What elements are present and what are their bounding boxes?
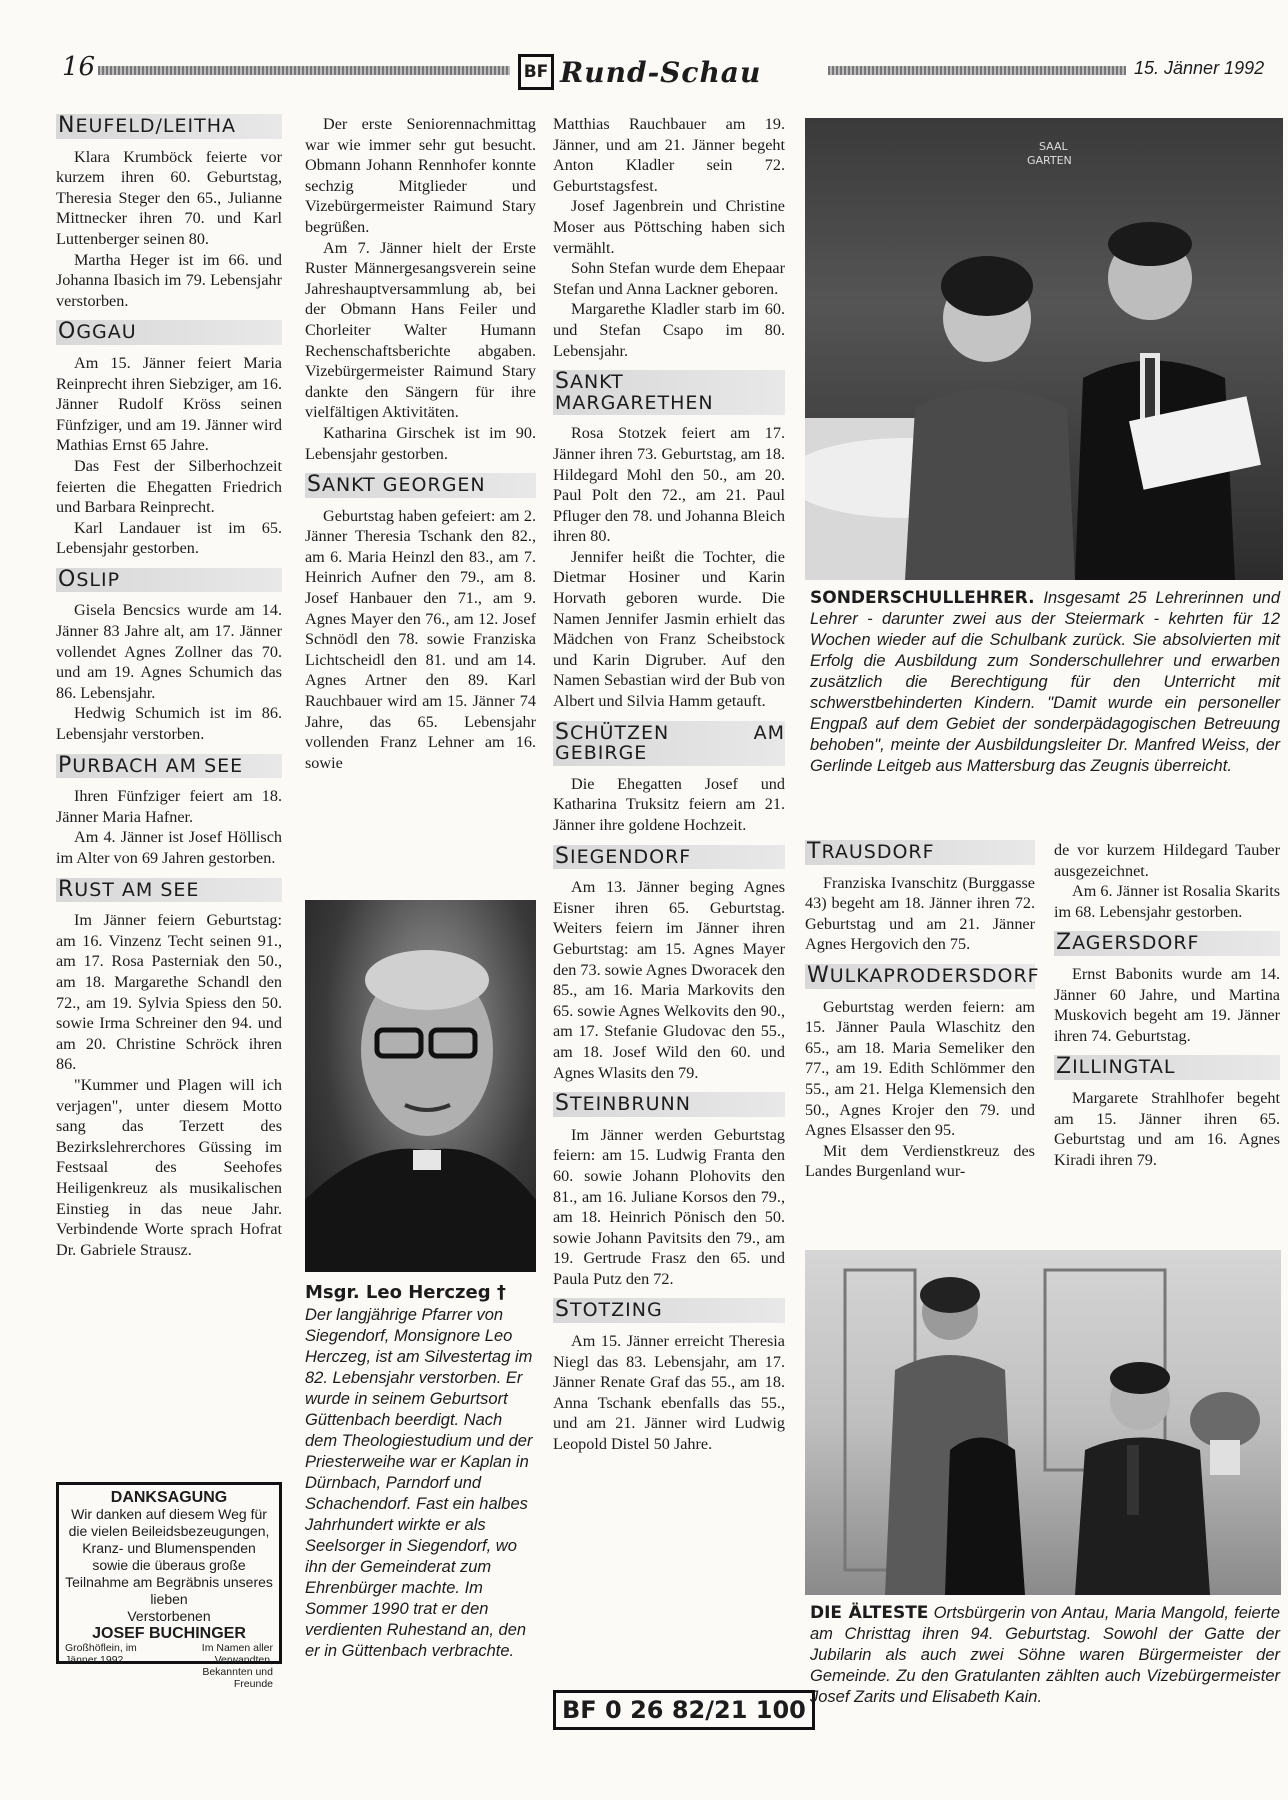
article-paragraph: Im Jänner werden Geburtstag feiern: am 15. Ludwig Franta den 60. sowie Johann Plohovits den 81., am 16. Juliane Korsos den 79., am 18. Heinrich Pönisch den 50. sowie Johann Pavitsits den 79., am 19. Gertrude Frasz den 65. und Paula Putz den 72.: [553, 1125, 785, 1288]
page-header: [0, 52, 1288, 102]
column-2: [305, 114, 536, 773]
article-paragraph: Margarete Strahlhofer begeht am 15. Jänner ihren 65. Geburtstag und am 16. Agnes Kiradi ihren 79.: [1054, 1088, 1280, 1169]
article-paragraph: Der erste Seniorennachmittag war wie immer sehr gut besucht. Obmann Johann Rennhofer konnte sechzig Mitglieder und Vizebürgermeister Raimund Stary begrüßen.: [305, 115, 536, 236]
caption-lead: DIE ÄLTESTE: [810, 1603, 929, 1623]
oldest-citizen-photo: [805, 1250, 1281, 1595]
article-paragraph: Katharina Girschek ist im 90. Lebensjahr gestorben.: [305, 423, 536, 463]
article-paragraph: Mit dem Verdienstkreuz des Landes Burgenland wur-: [805, 1141, 1035, 1181]
article-paragraph: Das Fest der Silberhochzeit feierten die Ehegatten Friedrich und Barbara Reinprecht.: [56, 456, 282, 517]
portrait-illustration: [305, 900, 536, 1272]
teachers-photo: [805, 118, 1283, 580]
article-paragraph: de vor kurzem Hildegard Tauber ausgezeichnet.: [1054, 841, 1280, 880]
section-title: OGGAU: [56, 320, 282, 345]
section-title: PURBACH AM SEE: [56, 754, 282, 779]
portrait-caption: [305, 1282, 536, 1662]
article-paragraph: Geburtstag haben gefeiert: am 2. Jänner Theresia Tschank den 82., am 6. Maria Heinzl den 83., am 7. Heinrich Aufner den 79., am 8. Josef Hanbauer den 71., am 9. Agnes Mayer den 76., am 12. Josef Schnödl den 78. sowie Franziska Lichtscheidl den 81. und am 14. Agnes Artner den 89. Karl Rauchbauer wird am 15. Jänner 74 Jahre, das 65. Lebensjahr vollenden Franz Lehner am 16. sowie: [305, 506, 536, 772]
article-paragraph: Am 4. Jänner ist Josef Höllisch im Alter von 69 Jahren gestorben.: [56, 828, 282, 867]
column-5: [1054, 840, 1280, 1170]
phone-number-box: BF 0 26 82/21 100: [553, 1690, 815, 1730]
header-rule-left: [98, 66, 510, 75]
masthead-logo: [518, 54, 761, 90]
article-paragraph: Rosa Stotzek feiert am 17. Jänner ihren 73. Geburtstag, am 18. Hildegard Mohl den 50., am 20. Paul Polt den 72., am 21. Paul Pfluger den 78. und Johanna Bleich ihren 80.: [553, 424, 785, 546]
section-title: RUST AM SEE: [56, 878, 282, 903]
section-title: ZILLINGTAL: [1054, 1055, 1280, 1080]
teachers-caption: [810, 588, 1280, 777]
article-paragraph: Martha Heger ist im 66. und Johanna Ibasich im 79. Lebensjahr verstorben.: [56, 250, 282, 310]
section-title: STOTZING: [553, 1298, 785, 1323]
caption-text: Der langjährige Pfarrer von Siegendorf, Monsignore Leo Herczeg, ist am Silvestertag im 82. Lebensjahr verstorben. Er wurde in seinem Geburtsort Güttenbach beerdigt. Nach dem Theologiestudium und der Priesterweihe war er Kaplan in Dürnbach, Parndorf und Schachendorf. Fast ein halbes Jahrhundert wirkte er als Seelsorger in Siegendorf, wo ihn der Gemeinderat zum Ehrenbürger machte. Im Sommer 1990 trat er den verdienten Ruhestand an, den er in Güttenbach verbrachte.: [305, 1306, 533, 1660]
article-paragraph: Gisela Bencsics wurde am 14. Jänner 83 Jahre alt, am 17. Jänner vollendet Agnes Zollner das 70. und am 19. Agnes Schumich das 86. Lebensjahr.: [56, 601, 282, 702]
header-rule-right: [828, 66, 1126, 75]
masthead-title: Rund-Schau: [560, 55, 762, 89]
section-title: SANKT GEORGEN: [305, 473, 536, 498]
issue-date: 15. Jänner 1992: [1134, 58, 1265, 78]
section-title: WULKAPRODERSDORF: [807, 962, 1040, 988]
article-paragraph: "Kummer und Plagen will ich verjagen", unter diesem Motto sang das Terzett des Bezirkslehrerchores Güssing im Festsaal des Seehofes Heiligenkreuz als musikalischen Einstieg in das neue Jahr. Verbindende Worte sprach Hofrat Dr. Gabriele Strausz.: [56, 1075, 282, 1259]
column-3: [553, 114, 785, 1455]
article-paragraph: Jennifer heißt die Tochter, die Dietmar Hosiner und Karin Horvath geboren wurde. Die Namen Jennifer Jasmin erhielt das Mädchen von Franz Scheibstock und Karin Digruber. Auf den Namen Sebastian wird der Bub von Albert und Silvia Hamm getauft.: [553, 547, 785, 711]
section-title: STEINBRUNN: [553, 1092, 785, 1117]
section-title: OSLIP: [56, 568, 282, 593]
article-paragraph: Ihren Fünfziger feiert am 18. Jänner Maria Hafner.: [56, 787, 282, 826]
article-paragraph: Franziska Ivanschitz (Burggasse 43) begeht am 18. Jänner ihren 72. Geburtstag und am 21. Jänner Agnes Hergovich den 75.: [805, 873, 1035, 954]
article-paragraph: Am 13. Jänner beging Agnes Eisner ihren 65. Geburtstag. Weiters feiern im Jänner ihren Geburtstag: am 15. Agnes Mayer den 73. sowie Agnes Dworacek den 85., am 16. Maria Markovits den 65. sowie Agnes Welkovits den 90., am 17. Stefanie Gludovac den 55., am 18. Josef Wild den 60. und Agnes Wlasits den 79.: [553, 878, 785, 1082]
article-paragraph: Am 15. Jänner feiert Maria Reinprecht ihren Siebziger, am 16. Jänner Rudolf Kröss seinen Fünfziger, und am 19. Jänner wird Mathias Ernst 65 Jahre.: [56, 353, 282, 455]
article-paragraph: Hedwig Schumich ist im 86. Lebensjahr verstorben.: [56, 704, 282, 744]
section-title: SIEGENDORF: [553, 845, 785, 870]
section-title: SCHÜTZEN AM GEBIRGE: [555, 719, 785, 765]
article-paragraph: Geburtstag werden feiern: am 15. Jänner Paula Wlaschitz den 65., am 18. Maria Semeliker den 77., am 19. Edith Schlömmer den 55., am 21. Helga Klemensich den 50., Agnes Krojer den 79. und Agnes Elsasser den 95.: [805, 997, 1035, 1140]
article-paragraph: Am 15. Jänner erreicht Theresia Niegl das 83. Lebensjahr, am 17. Jänner Renate Graf das 55., am 18. Anna Tschank ebenfalls das 55., und am 21. Jänner wird Ludwig Leopold Distel 50 Jahre.: [553, 1332, 785, 1454]
danksagung-notice: [56, 1482, 282, 1690]
article-paragraph: Im Jänner feiern Geburtstag: am 16. Vinzenz Techt seinen 91., am 17. Rosa Pasterniak den 50., am 18. Margarethe Schandl den 72., am 19. Sylvia Spiess den 50. sowie Irma Schreiner den 94. und am 20. Christine Schröck ihren 86.: [56, 911, 282, 1074]
bf-logo-box: BF: [518, 54, 554, 90]
section-title: ZAGERSDORF: [1054, 931, 1280, 956]
article-paragraph: Josef Jagenbrein und Christine Moser aus Pöttsching haben sich vermählt.: [553, 197, 785, 257]
notice-signature: Im Namen aller Verwandten, Bekannten und Freunde: [201, 1642, 273, 1690]
page-number: 16: [62, 52, 96, 82]
oldest-citizen-caption: [810, 1603, 1280, 1708]
article-paragraph: Am 6. Jänner ist Rosalia Skarits im 68. Lebensjahr gestorben.: [1054, 882, 1280, 921]
portrait-photo: [305, 900, 536, 1272]
photo-sign-text: GARTEN: [1027, 154, 1072, 167]
article-paragraph: Matthias Rauchbauer am 19. Jänner, und am 21. Jänner begeht Anton Kladler sein 72. Geburtstagsfest.: [553, 115, 785, 195]
section-title: NEUFELD/LEITHA: [56, 114, 282, 139]
notice-title: DANKSAGUNG: [110, 1489, 228, 1506]
caption-text: Ortsbürgerin von Antau, Maria Mangold, feierte am Christtag ihren 94. Geburtstag. Sowohl der Gatte der Jubilarin als auch zwei Söhne waren Bürgermeister der Gemeinde. Zu den Gratulanten zählten auch Vizebürgermeister Josef Zarits und Elisabeth Kain.: [810, 1604, 1280, 1706]
photo-sign-text: SAAL: [1039, 140, 1068, 153]
section-title: SANKT MARGARETHEN: [553, 370, 785, 415]
notice-place-date: Großhöflein, im Jänner 1992: [65, 1642, 137, 1666]
article-paragraph: Ernst Babonits wurde am 14. Jänner 60 Jahre, und Martina Muskovich begeht am 19. Jänner ihren 74. Geburtstag.: [1054, 964, 1280, 1045]
section-title: TRAUSDORF: [805, 840, 1035, 865]
column-4: [805, 839, 1040, 1182]
article-paragraph: Am 7. Jänner hielt der Erste Ruster Männergesangsverein seine Jahreshauptversammlung ab, bei der Obmann Hans Feiler und Chorleiter Walter Humann Rechenschaftsberichte abgaben. Vizebürgermeister Raimund Stary dankte den Sängern für ihre vielfältigen Aktivitäten.: [305, 238, 536, 422]
article-paragraph: Sohn Stefan wurde dem Ehepaar Stefan und Anna Lackner geboren.: [553, 259, 785, 298]
caption-text: Insgesamt 25 Lehrerinnen und Lehrer - darunter zwei aus der Steiermark - kehrten für 12 Wochen wieder auf die Schulbank zurück. Sie absolvierten mit Erfolg die Ausbildung zum Sonderschullehrer und erwarben zusätzlich die Berechtigung für den Unterricht mit schwerstbehinderten Kindern. "Damit wurde ein personeller Engpaß auf dem Gebiet der sonderpädagogischen Betreuung behoben", meinte der Ausbildungsleiter Dr. Manfred Weiss, der Gerlinde Leitgeb aus Mattersburg das Zeugnis überreicht.: [810, 589, 1280, 775]
notice-text: Wir danken auf diesem Weg für die vielen Beileidsbezeugungen, Kranz- und Blumenspenden sowie die überaus große Teilnahme am Begräbnis unseres lieben: [65, 1506, 273, 1607]
caption-name: Msgr. Leo Herczeg †: [305, 1282, 506, 1303]
teachers-illustration: [805, 118, 1283, 580]
notice-label: Verstorbenen: [127, 1608, 211, 1624]
article-paragraph: Klara Krumböck feierte vor kurzem ihren 60. Geburtstag, Theresia Steger den 65., Julianne Mittnecker ihren 70. und Karl Luttenberger seinen 80.: [56, 147, 282, 248]
family-illustration: [805, 1250, 1281, 1595]
caption-lead: SONDERSCHULLEHRER.: [810, 588, 1035, 608]
article-paragraph: Margarethe Kladler starb im 60. und Stefan Csapo im 80. Lebensjahr.: [553, 300, 785, 360]
notice-name: JOSEF BUCHINGER: [92, 1625, 246, 1642]
column-1: [56, 114, 282, 1260]
article-paragraph: Karl Landauer ist im 65. Lebensjahr gestorben.: [56, 518, 282, 558]
article-paragraph: Die Ehegatten Josef und Katharina Truksitz feiern am 21. Jänner ihre goldene Hochzeit.: [553, 774, 785, 834]
